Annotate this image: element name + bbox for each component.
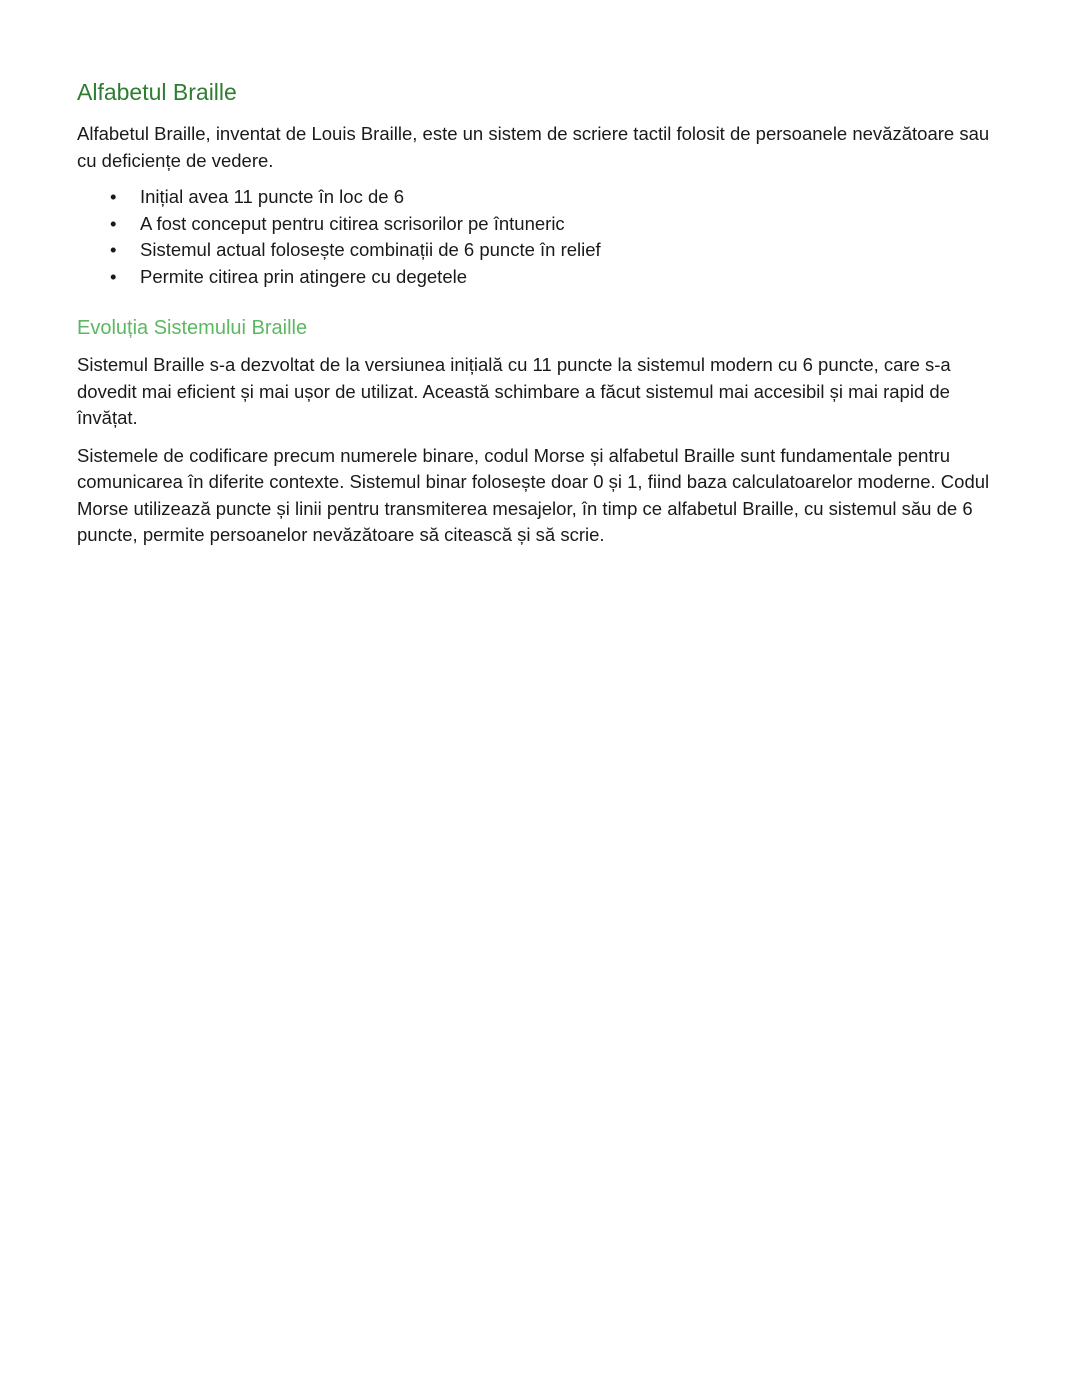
bullet-icon: •: [110, 265, 117, 287]
bullet-icon: •: [110, 212, 117, 234]
coding-systems-paragraph: Sistemele de codificare precum numerele binare, codul Morse și alfabetul Braille sunt fundamentale pentru comunicarea în diferite contexte. Sistemul binar folosește doar 0 și 1, fiind baza calculatoarelor moderne. Codul Morse utilizează puncte și linii pentru transmiterea mesajelor, în timp ce alfabetul Braille, cu sistemul său de 6 puncte, permite persoanelor nevăzătoare să citească și să scrie.: [77, 444, 990, 545]
list-item: • Sistemul actual folosește combinații de 6 puncte în relief: [77, 237, 1007, 264]
section-title-evolutia: Evoluția Sistemului Braille: [77, 317, 308, 339]
list-item: • Permite citirea prin atingere cu degetele: [77, 264, 1007, 291]
bullet-icon: •: [110, 239, 117, 260]
intro-paragraph: Alfabetul Braille, inventat de Louis Braille, este un sistem de scriere tactil folosit de persoanele nevăzătoare sau cu deficiențe de vedere.: [77, 123, 990, 171]
section-title-alfabetul-braille: Alfabetul Braille: [77, 79, 237, 105]
list-item: • Inițial avea 11 puncte în loc de 6: [77, 184, 1007, 211]
bullet-icon: •: [110, 186, 117, 207]
bullet-list: [77, 184, 1007, 290]
document-page: [77, 76, 1007, 549]
evolution-paragraph: Sistemul Braille s-a dezvoltat de la versiunea inițială cu 11 puncte la sistemul modern cu 6 puncte, care s-a dovedit mai eficient și mai ușor de utilizat. Această schimbare a făcut sistemul mai accesibil și mai rapid de învățat.: [77, 354, 951, 428]
list-item: • A fost conceput pentru citirea scrisorilor pe întuneric: [77, 211, 1007, 238]
